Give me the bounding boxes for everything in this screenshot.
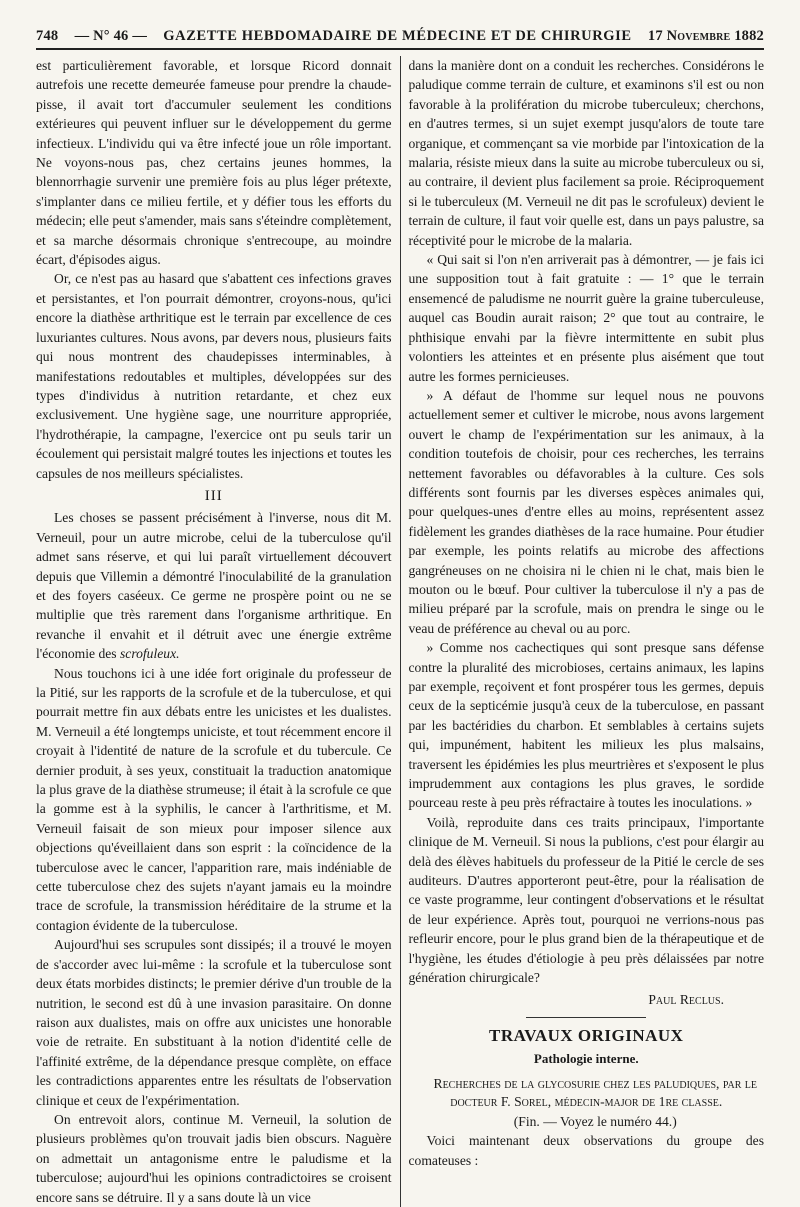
section-number: III xyxy=(204,487,223,504)
paragraph: » A défaut de l'homme sur lequel nous ne pouvons actuellement semer et cultiver le microbe, nous avons largement ouvert le champ de l'expérimentation sur les animaux, à la condition toutefois de choisir, pour ces recherches, les terrains nettement favorables ou défavorables à la culture. Ces sols différents sont fournis par les diverses espèces animales qui, pour quelques-unes d'entre elles au moins, représentent assez fidèlement les grandes diathèses de la race humaine. Pour étudier par exemple, les points relatifs au microbe des affections gangréneuses on ne choisira ni le chien ni le chat, mais bien le mouton ou le bœuf. Pour cultiver la tuberculose il n'y a pas de milieu préparé par la scrofule, mais on prendra le singe ou le veau de préférence au cheval ou au porc. xyxy=(408,387,764,636)
paragraph xyxy=(36,508,392,663)
paragraph: dans la manière dont on a conduit les recherches. Considérons le paludique comme terrain de culture, et examinons s'il est ou non favorable à la prolifération du microbe tuberculeux; cherchons, en d'autres termes, si un sujet exempt jusqu'alors de toute tare organique, et commençant sa vie morbide par l'intoxication de la malaria, résiste mieux dans la suite au microbe tuberculeux ou si, au contraire, il devient plus facilement sa proie. Réciproquement si le tuberculeux (M. Verneuil ne dit pas le scrofuleux) devient le terrain de culture, il faut voir quelle est, dans un pays palustre, sa réceptivité pour le microbe de la malaria. xyxy=(408,58,764,248)
page-number: 748 xyxy=(36,28,59,44)
section-title: TRAVAUX ORIGINAUX xyxy=(489,1025,684,1045)
paragraph: est particulièrement favorable, et lorsque Ricord donnait autrefois une recette demeurée fameuse pour prendre la chaude-pisse, il avait tort d'accumuler seulement les conditions extérieures qui peuvent influer sur le développement du germe infectieux. L'individu qui va être infecté joue un rôle important. Ne voyons-nous pas, chez certains jeunes hommes, la blennorrhagie survenir une première fois au plus léger prétexte, s'implanter dans ce milieu fertile, et y défier tous les efforts du médecin; elle peut s'amender, mais sans s'éteindre complètement, et sa marche désormais chronique s'entrecoupe, au moindre écart, d'épisodes aigus. xyxy=(36,58,392,268)
paragraph: On entrevoit alors, continue M. Verneuil, la solution de plusieurs problèmes qu'on trouvait jadis bien obscurs. Naguère on admettait un antagonisme entre le paludisme et la tuberculose; aujourd'hui les opinions contradictoires se croisent encore sans se détruire. Il y a sans doute là un vice xyxy=(36,1111,392,1205)
emphasis-text: scrofuleux. xyxy=(120,646,180,662)
paragraph: « Qui sait si l'on n'en arriverait pas à démontrer, — je fais ici une supposition tout à fait gratuite : — 1° que le terrain ensemencé de paludisme ne nourrit guère la graine tuberculeuse, auquel cas Boudin aurait raison; 2° que tout au contraire, le phthisique envahi par la fièvre intermittente en subit plus volontiers les atteintes et en présente plus aisément que tout autre les formes pernicieuses. xyxy=(408,252,764,384)
article-title: Recherches de la glycosurie chez les paludiques, par le docteur F. Sorel, médecin-major de 1re classe. xyxy=(433,1075,757,1110)
paragraph: Nous touchons ici à une idée fort originale du professeur de la Pitié, sur les rapports de la scrofule et de la tuberculose, et qui pourrait mettre fin aux débats entre les unicistes et les dualistes. M. Verneuil a été longtemps uniciste, et tout récemment encore il croyait à l'identité de nature de la scrofule et du tubercule. Ce dernier produit, à ses yeux, constituait la traduction anatomique la plus grave de la diathèse strumeuse; il était à la scrofule ce que la gomme est à la syphilis, le cancer à l'arthritisme, et M. Verneuil faisait de son mieux pour imposer silence aux objections qu'éveillaient dans son esprit : la coïncidence de la tuberculose avec le cancer, l'apparition rare, mais indéniable de cette tuberculose chez des sujets n'ayant jamais eu la moindre trace de scrofule, la transmission héréditaire de la strume et la contagion évidente de la tuberculose. xyxy=(36,665,392,933)
journal-title: GAZETTE HEBDOMADAIRE DE MÉDECINE ET DE CHIRURGIE xyxy=(163,28,632,44)
signature-text: Paul Reclus. xyxy=(648,991,724,1007)
right-column xyxy=(400,56,765,1207)
article-note: (Fin. — Voyez le numéro 44.) xyxy=(513,1113,677,1129)
subsection-title: Pathologie interne. xyxy=(533,1051,639,1067)
paragraph: Voici maintenant deux observations du groupe des comateuses : xyxy=(408,1133,764,1168)
paragraph: Or, ce n'est pas au hasard que s'abattent ces infections graves et persistantes, et l'on pourrait démontrer, croyons-nous, qu'ici encore la diathèse arthritique est le terrain par excellence de ces luxuriantes cultures. Nous avons, par devers nous, plusieurs faits qui nous montrent des chaudepisses interminables, à manifestations redoutables et multiples, développées sur des types d'individus à nutrition retardante, et chez eux exclusivement. Une hygiène sage, une nourriture appropriée, l'hydrothérapie, la campagne, l'exercice ont pu seuls tarir un écoulement qui persistait malgré toutes les injections et toutes les capsules de nos meilleurs spécialistes. xyxy=(36,271,392,481)
paragraph-text: Les choses se passent précisément à l'inverse, nous dit M. Verneuil, pour un autre microbe, celui de la tuberculose qu'il admet sans réserve, et qui lui paraît virtuellement découvert depuis que Villemin a démontré l'inoculabilité de la granulation et des foyers caséeux. Ce germe ne prospère point ou ne se multiplie que très rarement dans l'organisme arthritique. En revanche il envahit et il détruit avec une énergie extrême l'économie des xyxy=(36,510,392,662)
paragraph: Voilà, reproduite dans ces traits principaux, l'importante clinique de M. Verneuil. Si nous la publions, c'est pour élargir au delà des élèves habituels du professeur de la Pitié le cercle de ses auditeurs. D'autres apporteront peut-être, pour la réalisation de ce vaste programme, leur contingent d'observations et le résultat de leur expérience. Après tout, pourquoi ne verrions-nous pas refleurir encore, pour le plus grand bien de la thérapeutique et de l'hygiène, les études d'étiologie à peu près délaissées par notre génération chirurgicale? xyxy=(408,814,764,986)
paragraph: Aujourd'hui ses scrupules sont dissipés; il a trouvé le moyen de s'accorder avec lui-même : la scrofule et la tuberculose sont deux états morbides distincts; le premier dérive d'un trouble de la nutrition, le second est dû à une invasion parasitaire. On donne raison aux dualistes, mais on offre aux unicistes une honorable voie de retraite. En substituant à la notion d'identité celle de l'affinité extrême, de la dépendance presque complète, on efface les contradictions apparentes entre les résultats de l'observation clinique et ceux de l'expérimentation. xyxy=(36,937,392,1108)
left-column xyxy=(36,56,400,1207)
issue-number: — N° 46 — xyxy=(74,28,148,44)
issue-date: 17 Novembre 1882 xyxy=(647,28,764,44)
paragraph: » Comme nos cachectiques qui sont presque sans défense contre la pluralité des microbioses, certains animaux, les lapins par exemple, reçoivent et font prospérer tous les germes, depuis ceux de la septicémie jusqu'à ceux de la tuberculose, en passant par les bactéridies du charbon. Et semblables à certains sujets qui, impunément, habitent les milieux les plus malsains, traversent les épidémies les plus meurtrières et s'exposent le plus imprudemment aux contagions les plus graves, le sordide pourceau reste à peu près réfractaire à toutes les inoculations. » xyxy=(408,640,764,811)
divider xyxy=(526,1017,646,1018)
text-columns xyxy=(36,56,764,1207)
author-signature xyxy=(409,990,765,1009)
page-header xyxy=(36,28,764,50)
